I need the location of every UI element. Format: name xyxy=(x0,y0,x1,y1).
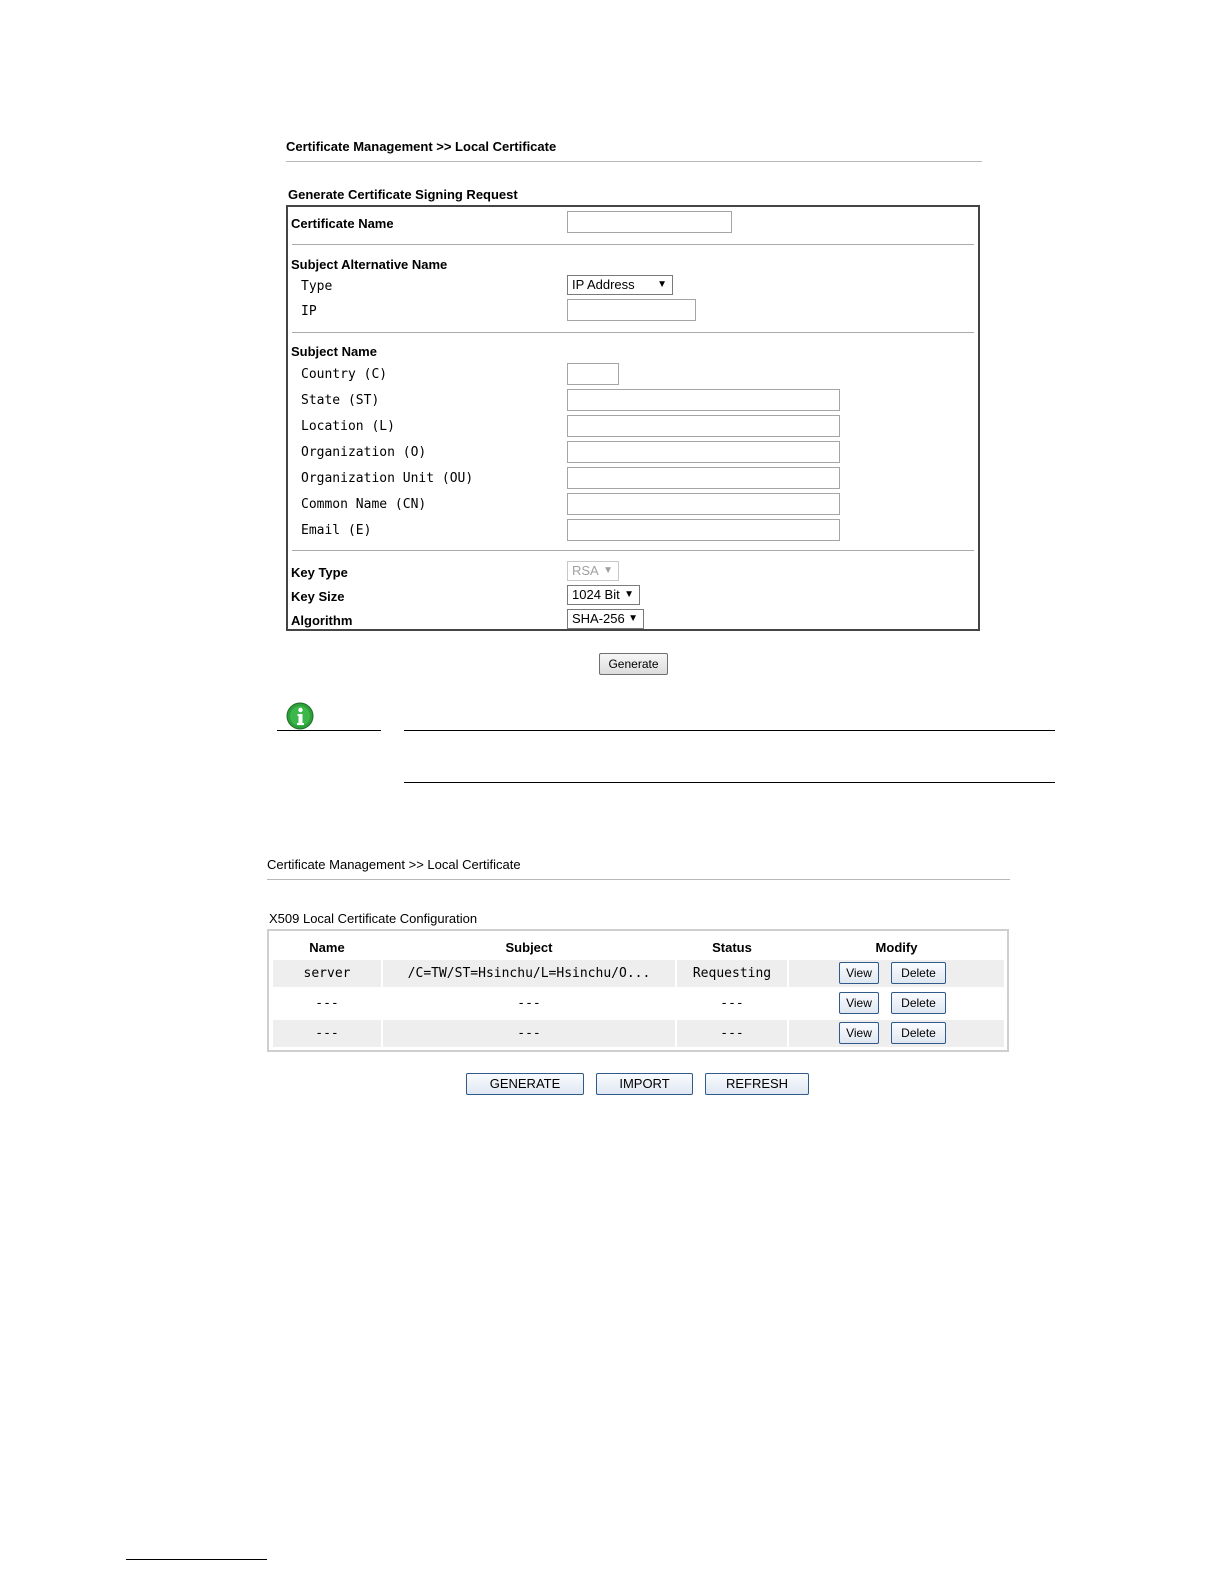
cell-subject: --- xyxy=(517,996,541,1011)
delete-button[interactable]: Delete xyxy=(891,962,946,984)
chevron-down-icon: ▼ xyxy=(628,613,638,624)
key-type-value: RSA xyxy=(572,563,599,578)
footnote-rule xyxy=(126,1559,267,1560)
subject-name-label: Subject Name xyxy=(291,344,377,359)
info-icon xyxy=(286,702,314,730)
ip-input[interactable] xyxy=(567,299,696,321)
breadcrumb-divider xyxy=(286,161,982,162)
divider xyxy=(292,550,974,551)
state-label: State (ST) xyxy=(301,393,380,408)
note-bottom-rule xyxy=(404,782,1055,783)
cell-status: Requesting xyxy=(692,966,772,981)
column-header-modify: Modify xyxy=(875,940,918,955)
algorithm-value: SHA-256 xyxy=(572,611,625,626)
country-label: Country (C) xyxy=(301,367,388,382)
note-underline xyxy=(277,730,381,731)
chevron-down-icon: ▼ xyxy=(603,565,613,576)
organization-unit-label: Organization Unit (OU) xyxy=(301,471,474,486)
refresh-button[interactable]: REFRESH xyxy=(705,1073,809,1095)
divider xyxy=(292,244,974,245)
delete-button[interactable]: Delete xyxy=(891,1022,946,1044)
x509-certificate-table xyxy=(267,929,1009,1052)
key-size-select[interactable] xyxy=(567,585,640,605)
delete-button[interactable]: Delete xyxy=(891,992,946,1014)
import-button[interactable]: IMPORT xyxy=(596,1073,693,1095)
organization-label: Organization (O) xyxy=(301,445,427,460)
view-button[interactable]: View xyxy=(839,1022,879,1044)
bottom-breadcrumb-divider xyxy=(267,879,1010,880)
view-button[interactable]: View xyxy=(839,992,879,1014)
cell-name: --- xyxy=(315,1026,339,1041)
ip-label: IP xyxy=(301,304,317,319)
generate-button[interactable]: Generate xyxy=(599,653,668,675)
cell-status: --- xyxy=(720,1026,744,1041)
type-select[interactable] xyxy=(567,275,673,295)
organization-input[interactable] xyxy=(567,441,840,463)
bottom-breadcrumb: Certificate Management >> Local Certificate xyxy=(267,857,521,872)
table-row xyxy=(273,990,1004,1017)
column-header-name: Name xyxy=(309,940,345,955)
common-name-label: Common Name (CN) xyxy=(301,497,427,512)
column-header-subject: Subject xyxy=(505,940,553,955)
table-row xyxy=(273,960,1004,987)
organization-unit-input[interactable] xyxy=(567,467,840,489)
column-divider xyxy=(787,1020,789,1047)
type-label: Type xyxy=(301,279,333,294)
cell-subject: --- xyxy=(517,1026,541,1041)
location-label: Location (L) xyxy=(301,419,395,434)
key-type-label: Key Type xyxy=(291,565,348,580)
column-header-status: Status xyxy=(712,940,752,955)
column-divider xyxy=(787,960,789,987)
generate-certificate-button[interactable]: GENERATE xyxy=(466,1073,584,1095)
note-top-rule xyxy=(404,730,1055,731)
page-breadcrumb: Certificate Management >> Local Certificate xyxy=(286,139,557,154)
cell-name: --- xyxy=(315,996,339,1011)
key-size-label: Key Size xyxy=(291,589,345,604)
key-type-select xyxy=(567,561,619,581)
table-row xyxy=(273,1020,1004,1047)
cell-name: server xyxy=(303,966,351,981)
cell-status: --- xyxy=(720,996,744,1011)
country-input[interactable] xyxy=(567,363,619,385)
certificate-name-label: Certificate Name xyxy=(291,216,394,231)
key-size-value: 1024 Bit xyxy=(572,587,620,602)
chevron-down-icon: ▼ xyxy=(657,279,667,290)
csr-form-panel xyxy=(286,205,980,631)
x509-section-title: X509 Local Certificate Configuration xyxy=(269,911,478,926)
cell-subject: /C=TW/ST=Hsinchu/L=Hsinchu/O... xyxy=(407,966,651,981)
san-label: Subject Alternative Name xyxy=(291,257,448,272)
divider xyxy=(292,332,974,333)
chevron-down-icon: ▼ xyxy=(624,589,634,600)
type-select-value: IP Address xyxy=(572,277,635,292)
common-name-input[interactable] xyxy=(567,493,840,515)
state-input[interactable] xyxy=(567,389,840,411)
algorithm-select[interactable] xyxy=(567,609,644,629)
email-label: Email (E) xyxy=(301,523,372,538)
algorithm-label: Algorithm xyxy=(291,613,353,628)
view-button[interactable]: View xyxy=(839,962,879,984)
section-title: Generate Certificate Signing Request xyxy=(288,187,518,202)
certificate-name-input[interactable] xyxy=(567,211,732,233)
location-input[interactable] xyxy=(567,415,840,437)
email-input[interactable] xyxy=(567,519,840,541)
